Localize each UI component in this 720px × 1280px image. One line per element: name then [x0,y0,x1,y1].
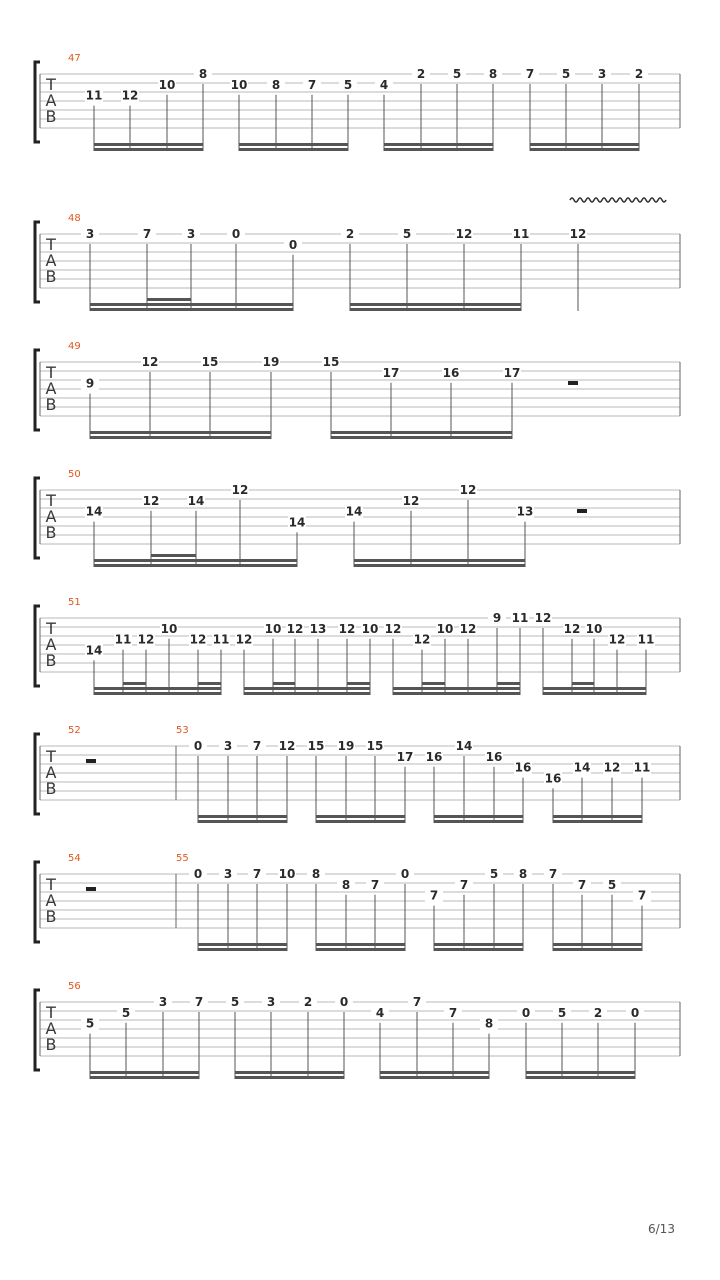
beam-sixteenth [316,943,405,946]
fret-number: 19 [262,355,280,369]
fret-number: 4 [379,77,389,92]
beam-sixteenth [239,143,348,146]
beam-sixteenth [434,943,523,946]
whole-rest [86,759,96,763]
beam-eighth [235,1076,344,1079]
tab-clef-letter: B [45,1035,57,1054]
fret-number: 12 [455,227,473,241]
fret-number: 5 [85,1016,95,1031]
fret-number: 12 [384,621,402,636]
fret-number: 7 [525,67,535,81]
measure-number: 55 [176,853,189,864]
fret-number: 12 [142,493,160,508]
beam-eighth [94,692,221,695]
measure-number: 48 [68,213,81,224]
tab-system-5 [35,597,680,695]
beam-sixteenth [393,687,520,690]
fret-number: 14 [345,504,363,519]
fret-number: 5 [489,867,499,881]
fret-number: 12 [235,632,253,647]
beam-sixteenth [90,431,271,434]
fret-number: 5 [607,877,617,892]
fret-number: 10 [585,621,603,636]
fret-number: 12 [603,760,621,775]
fret-number: 7 [548,867,558,881]
beam-eighth [198,820,287,823]
beam-eighth [434,948,523,951]
fret-number: 7 [194,995,204,1009]
tab-clef-letter: A [45,763,57,782]
fret-number: 11 [85,88,103,103]
fret-number: 10 [361,621,379,636]
fret-number: 7 [412,995,422,1009]
fret-number: 8 [311,867,321,881]
fret-number: 7 [370,877,380,892]
beam-eighth [94,564,297,567]
tab-clef-letter: A [45,891,57,910]
fret-number: 11 [637,632,655,647]
system-bracket [35,990,40,1070]
measure-number: 53 [176,725,189,736]
beam-sixteenth [380,1071,489,1074]
measure-number: 50 [68,469,81,480]
fret-number: 16 [514,760,532,775]
beam-sixteenth [553,943,642,946]
fret-number: 14 [187,493,205,508]
beam-sixteenth [198,943,287,946]
fret-number: 7 [307,77,317,92]
tab-clef-letter: A [45,1019,57,1038]
beam-eighth [434,820,523,823]
tab-clef-letter: B [45,523,57,542]
fret-number: 12 [413,632,431,647]
fret-number: 12 [338,621,356,636]
fret-number: 12 [189,632,207,647]
beam-eighth [543,692,646,695]
fret-number: 16 [485,749,503,764]
fret-number: 2 [345,227,355,241]
fret-number: 3 [597,67,607,81]
fret-number: 3 [223,739,233,753]
fret-number: 7 [429,888,439,903]
tab-clef-letter: A [45,507,57,526]
tab-system-1 [35,53,680,151]
fret-number: 14 [85,504,103,519]
beam-eighth [384,148,493,151]
fret-number: 12 [459,621,477,636]
fret-number: 2 [416,67,426,81]
fret-number: 2 [593,1005,603,1020]
beam-thirtysecond [123,682,146,685]
fret-number: 15 [322,355,340,369]
tab-clef-letter: T [46,875,56,894]
beam-sixteenth [384,143,493,146]
beam-eighth [198,948,287,951]
fret-number: 19 [337,739,355,753]
fret-number: 12 [563,621,581,636]
tab-clef-letter: B [45,267,57,286]
beam-sixteenth [94,559,297,562]
fret-number: 9 [85,376,95,391]
fret-number: 14 [455,739,473,753]
fret-number: 3 [158,995,168,1009]
fret-number: 2 [634,67,644,81]
fret-number: 17 [382,365,400,380]
beam-eighth [380,1076,489,1079]
fret-number: 8 [484,1016,494,1031]
fret-number: 13 [516,504,534,519]
beam-sixteenth [350,303,521,306]
beam-eighth [316,948,405,951]
beam-eighth [90,1076,199,1079]
fret-number: 8 [518,867,528,881]
beam-eighth [244,692,370,695]
tab-clef-letter: T [46,619,56,638]
fret-number: 3 [85,227,95,241]
fret-number: 15 [366,739,384,753]
fret-number: 17 [503,365,521,380]
fret-number: 12 [402,493,420,508]
measure-number: 52 [68,725,81,736]
system-bracket [35,734,40,814]
fret-number: 7 [448,1005,458,1020]
fret-number: 17 [396,749,414,764]
fret-number: 5 [557,1005,567,1020]
beam-eighth [90,436,271,439]
fret-number: 12 [608,632,626,647]
system-bracket [35,478,40,558]
fret-number: 16 [442,365,460,380]
fret-number: 13 [309,621,327,636]
tab-clef-letter: B [45,651,57,670]
beam-sixteenth [553,815,642,818]
tab-clef-letter: B [45,907,57,926]
beam-thirtysecond [198,682,221,685]
beam-sixteenth [90,1071,199,1074]
fret-number: 8 [271,77,281,92]
fret-number: 7 [252,867,262,881]
fret-number: 12 [278,739,296,753]
fret-number: 12 [137,632,155,647]
fret-number: 0 [630,1005,640,1020]
beam-eighth [553,948,642,951]
fret-number: 7 [577,877,587,892]
beam-thirtysecond [151,554,196,557]
fret-number: 12 [121,88,139,103]
fret-number: 5 [402,227,412,241]
system-bracket [35,350,40,430]
tab-clef-letter: B [45,779,57,798]
tab-clef-letter: T [46,75,56,94]
beam-sixteenth [434,815,523,818]
tab-clef-letter: A [45,91,57,110]
measure-number: 49 [68,341,81,352]
beam-thirtysecond [497,682,520,685]
beam-sixteenth [244,687,370,690]
fret-number: 0 [288,237,298,252]
fret-number: 7 [142,227,152,241]
page-number: 6/13 [648,1222,675,1236]
beam-eighth [90,308,293,311]
fret-number: 9 [492,611,502,625]
fret-number: 0 [339,995,349,1009]
fret-number: 7 [459,877,469,892]
fret-number: 5 [343,77,353,92]
fret-number: 10 [264,621,282,636]
measure-number: 56 [68,981,81,992]
fret-number: 8 [198,67,208,81]
fret-number: 16 [425,749,443,764]
fret-number: 12 [534,611,552,625]
fret-number: 12 [286,621,304,636]
beam-sixteenth [316,815,405,818]
fret-number: 10 [230,77,248,92]
fret-number: 5 [561,67,571,81]
fret-number: 12 [231,483,249,497]
beam-sixteenth [94,687,221,690]
beam-eighth [331,436,512,439]
tab-system-2 [35,198,680,311]
fret-number: 0 [521,1005,531,1020]
fret-number: 0 [193,739,203,753]
fret-number: 0 [193,867,203,881]
fret-number: 14 [573,760,591,775]
fret-number: 10 [160,621,178,636]
beam-sixteenth [543,687,646,690]
beam-eighth [239,148,348,151]
fret-number: 12 [141,355,159,369]
beam-sixteenth [90,303,293,306]
beam-eighth [553,820,642,823]
tab-system-8 [35,981,680,1079]
fret-number: 10 [278,867,296,881]
fret-number: 12 [459,483,477,497]
system-bracket [35,62,40,142]
beam-thirtysecond [147,298,191,301]
fret-number: 12 [569,227,587,241]
beam-eighth [316,820,405,823]
measure-number: 47 [68,53,81,64]
fret-number: 11 [633,760,651,775]
tab-system-7 [35,853,680,951]
fret-number: 3 [223,867,233,881]
measure-number: 54 [68,853,81,864]
tab-clef-letter: A [45,635,57,654]
beam-thirtysecond [572,682,594,685]
fret-number: 15 [201,355,219,369]
tab-system-3 [35,341,680,439]
fret-number: 7 [252,739,262,753]
tab-clef-letter: T [46,1003,56,1022]
beam-thirtysecond [273,682,295,685]
beam-sixteenth [235,1071,344,1074]
beam-eighth [526,1076,635,1079]
fret-number: 5 [230,995,240,1009]
system-bracket [35,862,40,942]
system-bracket [35,222,40,302]
fret-number: 5 [121,1005,131,1020]
tab-clef-letter: A [45,379,57,398]
tab-system-4 [35,469,680,567]
fret-number: 8 [341,877,351,892]
fret-number: 5 [452,67,462,81]
tab-clef-letter: T [46,235,56,254]
measure-number: 51 [68,597,81,608]
fret-number: 4 [375,1005,385,1020]
beam-thirtysecond [422,682,445,685]
tab-clef-letter: T [46,363,56,382]
tab-clef-letter: A [45,251,57,270]
beam-sixteenth [526,1071,635,1074]
beam-sixteenth [530,143,639,146]
tab-clef-letter: T [46,747,56,766]
beam-sixteenth [198,815,287,818]
beam-sixteenth [331,431,512,434]
fret-number: 11 [512,227,530,241]
fret-number: 11 [511,611,529,625]
half-rest [568,381,578,385]
beam-eighth [94,148,203,151]
fret-number: 11 [212,632,230,647]
fret-number: 11 [114,632,132,647]
vibrato-mark [570,198,666,202]
beam-sixteenth [354,559,525,562]
fret-number: 10 [158,77,176,92]
fret-number: 16 [544,771,562,786]
whole-rest [86,887,96,891]
fret-number: 3 [266,995,276,1009]
system-bracket [35,606,40,686]
fret-number: 0 [400,867,410,881]
fret-number: 3 [186,227,196,241]
fret-number: 14 [85,643,103,658]
fret-number: 14 [288,515,306,530]
beam-eighth [530,148,639,151]
fret-number: 8 [488,67,498,81]
fret-number: 10 [436,621,454,636]
beam-eighth [354,564,525,567]
fret-number: 2 [303,995,313,1009]
tab-system-6 [35,725,680,823]
fret-number: 7 [637,888,647,903]
tab-clef-letter: B [45,395,57,414]
beam-thirtysecond [347,682,370,685]
beam-eighth [350,308,521,311]
beam-eighth [393,692,520,695]
fret-number: 0 [231,227,241,241]
beam-sixteenth [94,143,203,146]
half-rest [577,509,587,513]
tab-clef-letter: T [46,491,56,510]
fret-number: 15 [307,739,325,753]
tab-clef-letter: B [45,107,57,126]
